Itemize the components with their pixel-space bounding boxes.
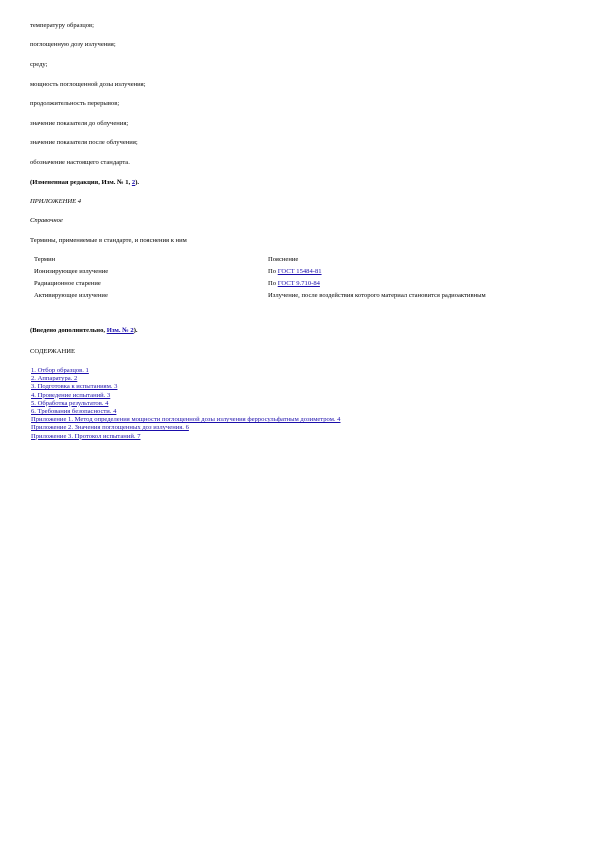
toc-item-safety[interactable]: 6. Требования безопасности. 4 [31,408,117,416]
appendix-title: ПРИЛОЖЕНИЕ 4 [30,198,82,205]
amendment-2-link[interactable]: 2 [131,179,136,186]
table-row [30,292,540,312]
toc-item-testing[interactable]: 4. Проведение испытаний. 3 [31,391,111,399]
toc-item-processing[interactable]: 5. Обработка результатов. 4 [31,399,109,407]
table-cell-term: Ионизирующее излучение [34,268,109,275]
toc-item-preparation[interactable]: 3. Подготовка к испытаниям. 3 [31,383,118,391]
gost-15484-link[interactable]: ГОСТ 15484-81 [277,268,322,275]
table-cell-term: Активирующее излучение [34,292,108,299]
table-header-row [30,256,540,268]
appendix-heading: Термины, применяемые в стандарте, и пояснения к ним [30,237,187,244]
table-cell-term: Радиационное старение [34,280,101,287]
table-cell-explanation [268,268,528,276]
toc-item-sampling[interactable]: 1. Отбор образцов. 1 [31,367,89,374]
intro-line-dose-rate: мощность поглощенной дозы излучения; [30,81,146,88]
toc-item-apparatus[interactable]: 2. Аппаратура. 2 [31,375,78,383]
added-note-suffix: ). [133,327,138,334]
table-cell-explanation [268,280,528,288]
intro-line-standard: обозначение настоящего стандарта. [30,159,130,166]
table-cell-explanation: Излучение, после воздействия которого материал становится радиоактивным [268,292,486,299]
gost-9710-link[interactable]: ГОСТ 9.710-84 [277,280,320,287]
intro-line-absorbed-dose: поглощенную дозу излучения; [30,41,116,48]
amendment-note-suffix: ). [135,179,140,186]
table-cell-prefix: По [268,280,278,287]
appendix-subtitle: Справочное [30,217,63,224]
table-row [30,268,540,280]
intro-line-breaks: продолжительность перерывов; [30,100,120,107]
intro-line-temperature: температуру образцов; [30,22,94,29]
table-cell-prefix: По [268,268,278,275]
terms-table [30,256,540,312]
contents-title: СОДЕРЖАНИЕ [30,348,76,355]
intro-line-value-before: значение показателя до облучения; [30,120,129,127]
table-of-contents [31,367,340,441]
amendment-note-prefix: (Измененная редакция, Изм. № 1, [30,179,132,186]
table-row [30,280,540,292]
intro-line-medium: среду; [30,61,48,68]
toc-item-appendix-3[interactable]: Приложение 3. Протокол испытаний. 7 [31,432,141,440]
amendment-note [30,179,139,187]
table-header-explanation: Пояснение [268,256,299,263]
toc-item-appendix-1[interactable]: Приложение 1. Метод определения мощности поглощенной дозы излучения ферросульфатным дозиметром. 4 [31,416,341,424]
intro-line-value-after: значение показателя после облучения; [30,139,138,146]
amendment-link[interactable]: Изм. № 2 [106,327,134,334]
added-note [30,327,138,335]
table-header-term: Термин [34,256,56,263]
toc-item-appendix-2[interactable]: Приложение 2. Значения поглощенных доз излучения. 6 [31,424,189,432]
added-note-prefix: (Введено дополнительно, [30,327,107,334]
